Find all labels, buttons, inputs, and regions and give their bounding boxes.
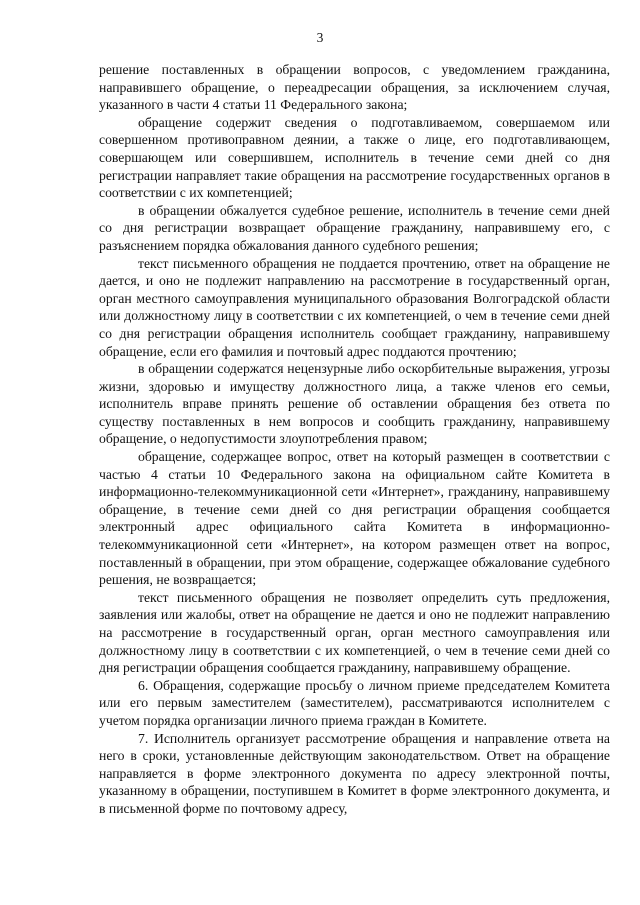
paragraph-unreadable-text: текст письменного обращения не поддается прочтению, ответ на обращение не дается, и оно не подлежит направлению на рассмотрение в государственный орган, орган местного самоуправления муниципального образования Волгоградской области или должностному лицу в соответствии с их компетенцией, о чем в течение семи дней со дня регистрации обращения исполнитель сообщает гражданину, направившему обращение, если его фамилия и почтовый адрес поддаются прочтению; bbox=[99, 255, 610, 359]
paragraph-item-7: 7. Исполнитель организует рассмотрение обращения и направление ответа на него в сроки, установленные действующим законодательством. Ответ на обращение направляется в форме электронного документа по адресу электронной почты, указанному в обращении, поступившем в Комитет в форме электронного документа, и в письменной форме по почтовому адресу, bbox=[99, 730, 610, 816]
paragraph-illegal-act: обращение содержит сведения о подготавливаемом, совершаемом или совершенном противоправном деянии, а также о лице, его подготавливающем, совершающем или совершившем, исполнитель в течение семи дней со дня регистрации направляет такие обращения на рассмотрение государственных органов в соответствии с их компетенцией; bbox=[99, 114, 610, 201]
paragraph-court-decision: в обращении обжалуется судебное решение, исполнитель в течение семи дней со дня регистрации возвращает обращение гражданину, направившему его, с разъяснением порядка обжалования данного судебного решения; bbox=[99, 202, 610, 253]
paragraph-undefined-essence: текст письменного обращения не позволяет определить суть предложения, заявления или жалобы, ответ на обращение не дается и оно не подлежит направлению на рассмотрение в государственный орган, орган местного самоуправления или должностному лицу в соответствии с их компетенцией, о чем в течение семи дней со дня регистрации обращения сообщается гражданину, направившему обращение. bbox=[99, 589, 610, 676]
page-number: 3 bbox=[316, 30, 324, 45]
paragraph-item-6: 6. Обращения, содержащие просьбу о личном приеме председателем Комитета или его первым заместителем (заместителем), рассматриваются исполнителем с учетом порядка организации личного приема граждан в Комитете. bbox=[99, 677, 610, 728]
paragraph-offensive-language: в обращении содержатся нецензурные либо оскорбительные выражения, угрозы жизни, здоровью и имуществу должностного лица, а также членов его семьи, исполнитель вправе принять решение об оставлении обращения без ответа по существу поставленных в нем вопросов и сообщить гражданину, направившему обращение, о недопустимости злоупотребления правом; bbox=[99, 361, 610, 447]
paragraph-continuation: решение поставленных в обращении вопросов, с уведомлением гражданина, направившего обращение, о переадресации обращения, за исключением случая, указанного в части 4 статьи 11 Федерального закона; bbox=[99, 62, 610, 113]
paragraph-answer-published: обращение, содержащее вопрос, ответ на который размещен в соответствии с частью 4 статьи 10 Федерального закона на официальном сайте Комитета в информационно-телекоммуникационной сети «Интернет», гражданину, направившему обращение, в течение семи дней со дня регистрации обращения сообщается электронный адрес официального сайта Комитета в информационно-телекоммуникационной сети «Интернет», на котором размещен ответ на вопрос, поставленный в обращении, при этом обращение, содержащее обжалование судебного решения, не возвращается; bbox=[99, 449, 610, 588]
document-body bbox=[99, 61, 610, 818]
